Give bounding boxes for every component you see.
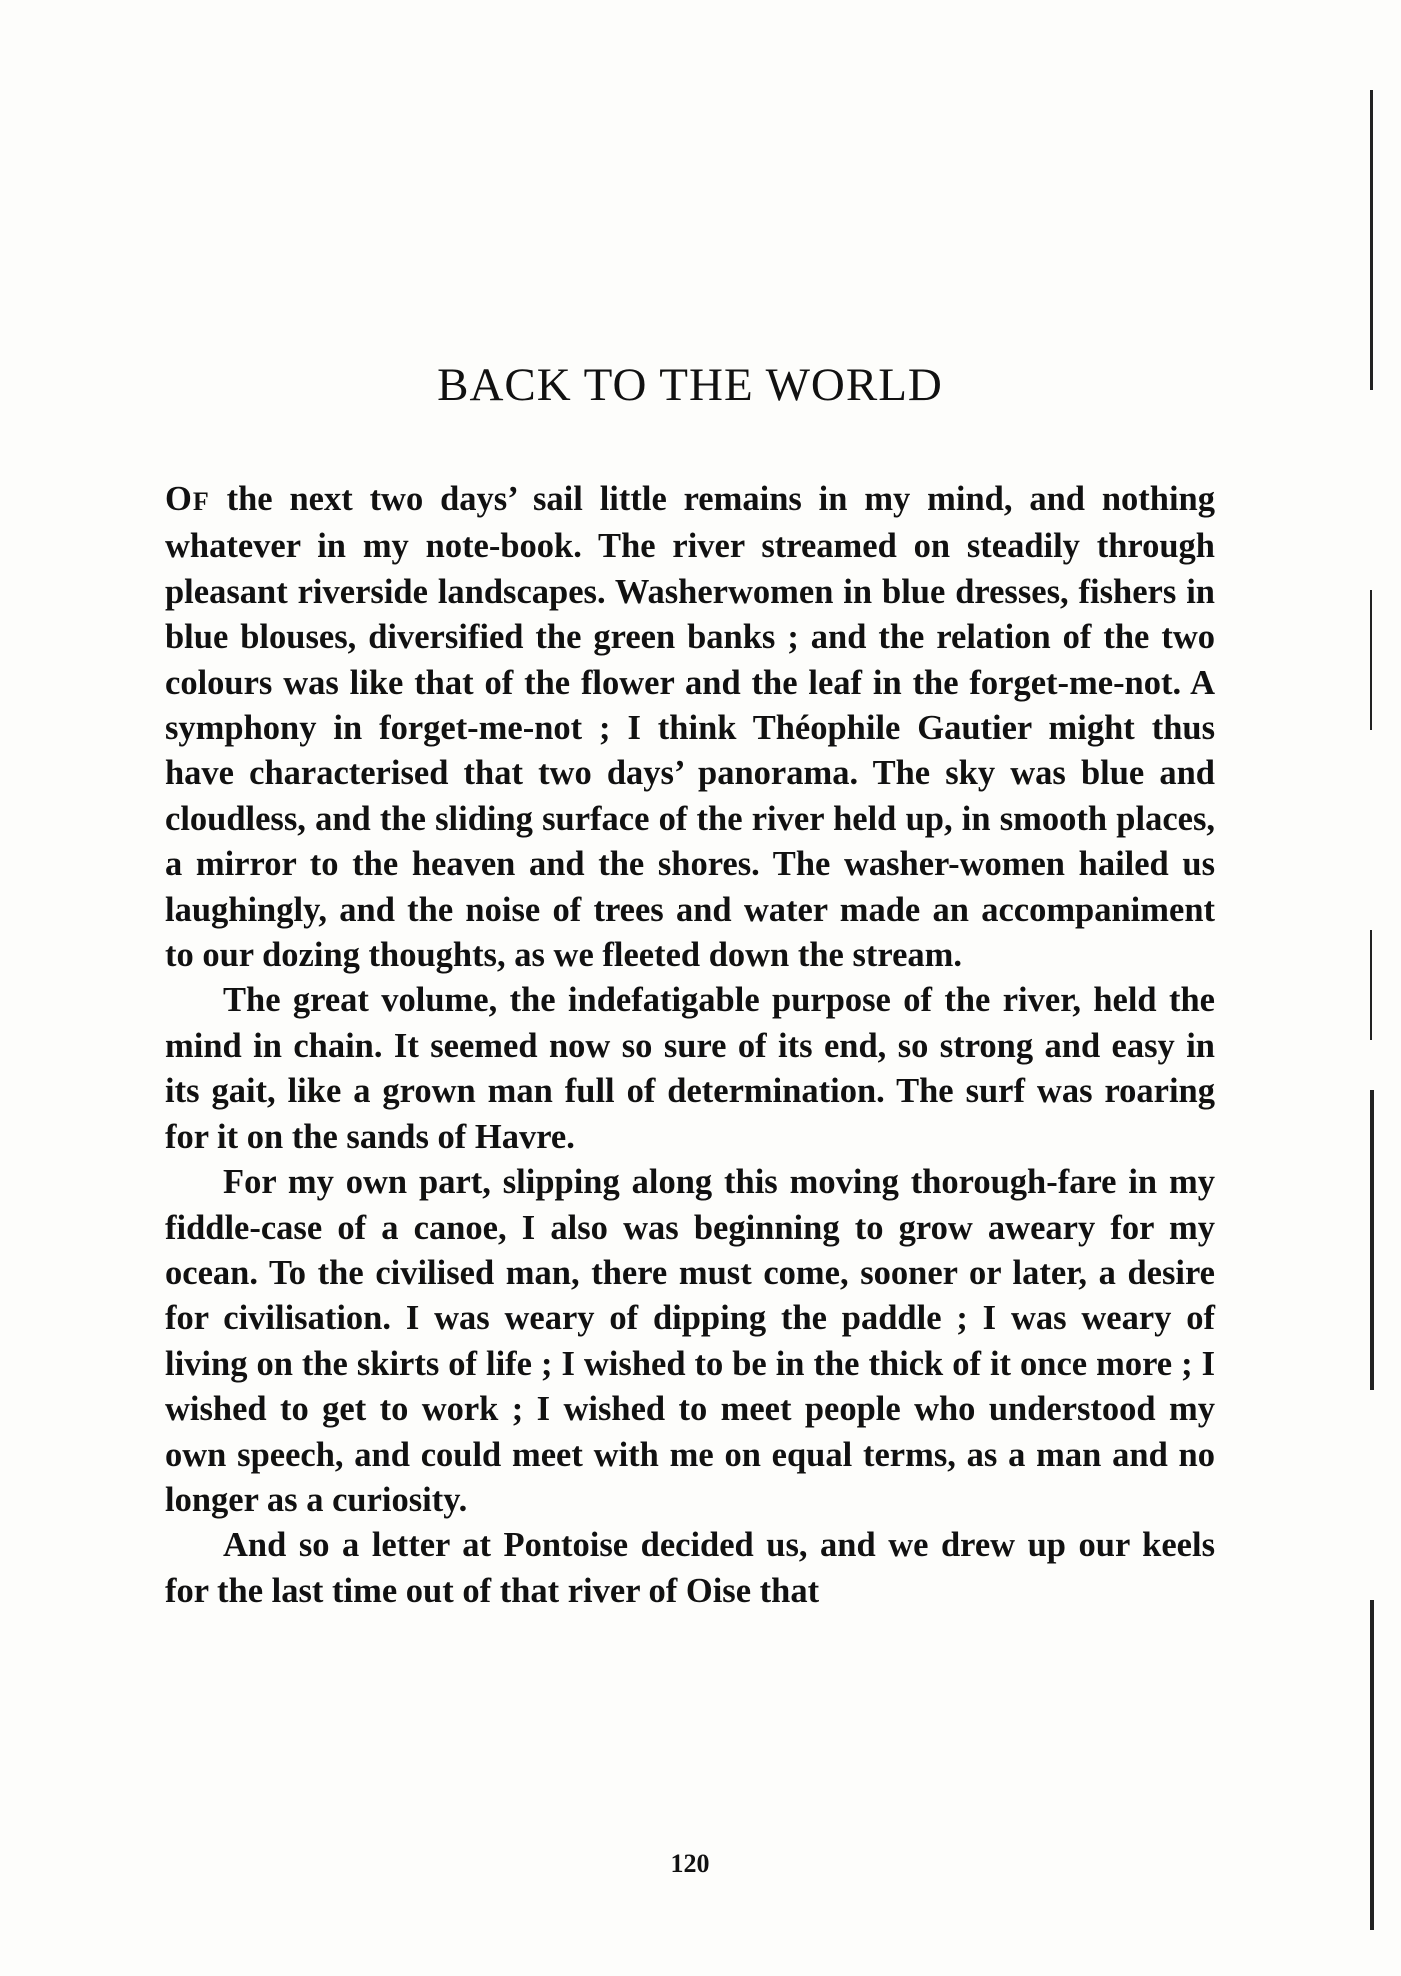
- scan-edge-mark: [1370, 930, 1372, 1040]
- scan-edge-mark: [1370, 590, 1372, 730]
- paragraph-3: For my own part, slipping along this moving thorough-fare in my fiddle-case of a canoe, I also was beginning to grow aweary for my ocean. To the civilised man, there must come, sooner or later, a desire for civilisation. I was weary of dipping the paddle ; I was weary of living on the skirts of life ; I wished to be in the thick of it once more ; I wished to get to work ; I wished to meet people who understood my own speech, and could meet with me on equal terms, as a man and no longer as a curiosity.: [165, 1163, 1215, 1519]
- paragraph-text: the next two days’ sail little remains in my mind, and nothing whatever in my note-book. The river streamed on steadily through pleasant riverside landscapes. Washerwomen in blue dresses, fishers in blue blouses, diversified the green banks ; and the relation of the two colours was like that of the flower and the leaf in the forget-me-not. A symphony in forget-me-not ; I think Théophile Gautier might thus have characterised that two days’ panorama. The sky was blue and cloudless, and the sliding surface of the river held up, in smooth places, a mirror to the heaven and the shores. The washer-women hailed us laughingly, and the noise of trees and water made an accompaniment to our dozing thoughts, as we fleeted down the stream.: [165, 480, 1215, 975]
- page-number: 120: [670, 1849, 710, 1878]
- chapter-title: BACK TO THE WORLD: [437, 359, 943, 411]
- dropcap: OF: [165, 480, 210, 518]
- scan-edge-mark: [1370, 1600, 1374, 1930]
- paragraph-1: [165, 477, 1215, 978]
- body-text: [165, 477, 1215, 1614]
- scan-edge-mark: [1370, 90, 1373, 390]
- paragraph-4: And so a letter at Pontoise decided us, and we drew up our keels for the last time out of that river of Oise that: [165, 1526, 1215, 1610]
- scan-edge-mark: [1370, 1090, 1374, 1390]
- paragraph-2: The great volume, the indefatigable purpose of the river, held the mind in chain. It seemed now so sure of its end, so strong and easy in its gait, like a grown man full of determination. The surf was roaring for it on the sands of Havre.: [165, 981, 1215, 1156]
